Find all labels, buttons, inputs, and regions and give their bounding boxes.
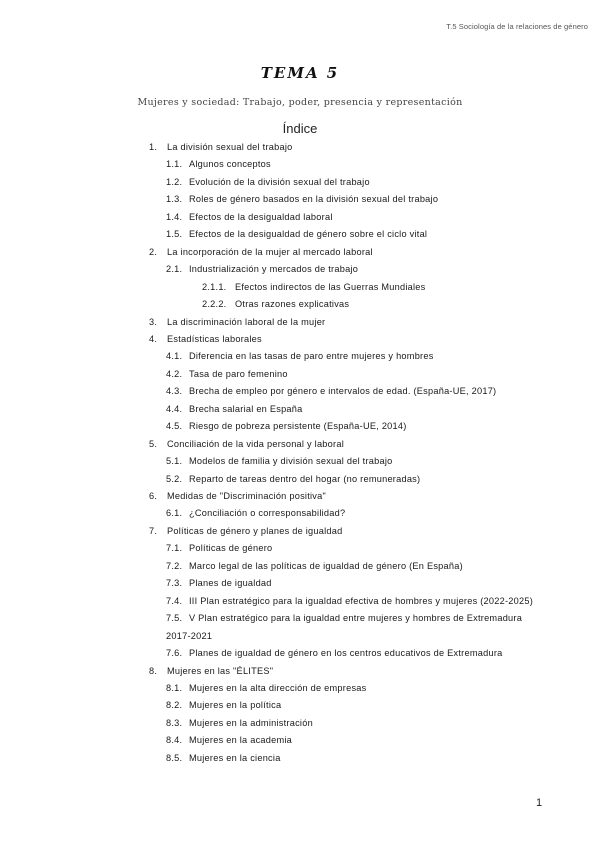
toc-entry	[166, 403, 303, 415]
toc-entry-text: Algunos conceptos	[189, 159, 271, 170]
toc-entry	[166, 507, 345, 519]
toc-entry-number: 2.	[149, 246, 158, 257]
toc-entry-text: Evolución de la división sexual del trabajo	[189, 176, 370, 187]
toc-entry-text: Marco legal de las políticas de igualdad de género (En España)	[189, 560, 463, 571]
toc-entry-text: V Plan estratégico para la igualdad entre mujeres y hombres de Extremadura	[189, 613, 523, 624]
toc-entry-number: 1.1.	[166, 159, 183, 170]
toc-entry	[166, 717, 313, 729]
toc-entry-number: 7.	[149, 525, 158, 536]
toc-entry-number: 2.1.	[166, 264, 183, 275]
toc-entry-number: 2.2.2.	[202, 299, 227, 310]
toc-entry-text: Medidas de "Discriminación positiva"	[167, 491, 327, 501]
toc-entry-number: 5.2.	[166, 473, 183, 484]
toc-entry-number: 1.	[149, 142, 158, 152]
toc-entry-text: Industrialización y mercados de trabajo	[189, 264, 359, 275]
toc-entry	[166, 560, 463, 572]
toc-entry	[166, 699, 281, 711]
index-heading: Índice	[282, 121, 318, 136]
toc-entry-number: 4.1.	[166, 351, 183, 362]
toc-entry-text: Mujeres en la academia	[189, 735, 293, 746]
toc-entry-text: La incorporación de la mujer al mercado laboral	[167, 246, 373, 257]
toc-entry-number: 8.	[149, 665, 158, 676]
page-subtitle: Mujeres y sociedad: Trabajo, poder, presencia y representación	[137, 97, 463, 108]
toc-entry	[149, 665, 273, 677]
toc-entry-number: 6.1.	[166, 508, 183, 519]
toc-entry-text: Mujeres en las "ÉLITES"	[167, 665, 274, 676]
toc-entry-number: 8.1.	[166, 682, 183, 693]
toc-entry-number: 4.4.	[166, 403, 183, 414]
toc-entry-text: ¿Conciliación o corresponsabilidad?	[189, 508, 346, 519]
page-number: 1	[536, 797, 543, 809]
toc-entry	[202, 281, 426, 293]
toc-entry	[166, 158, 271, 170]
toc-entry-text: La discriminación laboral de la mujer	[167, 316, 326, 327]
toc-entry	[166, 368, 288, 380]
toc-entry	[166, 473, 420, 485]
toc-entry-text: Efectos de la desigualdad de género sobre el ciclo vital	[189, 229, 428, 240]
toc-entry-number: 7.2.	[166, 560, 183, 571]
header-note: T.5 Sociología de la relaciones de género	[446, 22, 588, 31]
toc-entry	[166, 734, 292, 746]
toc-entry-text: La división sexual del trabajo	[167, 142, 293, 152]
toc-entry-text: Estadísticas laborales	[167, 333, 262, 344]
toc-entry-text: Mujeres en la administración	[189, 717, 313, 728]
toc-entry-text: Planes de igualdad	[189, 578, 272, 589]
toc-entry-number: 7.4.	[166, 595, 183, 606]
toc-entry-number: 4.3.	[166, 386, 183, 397]
toc-entry	[166, 630, 212, 642]
toc-entry	[166, 420, 407, 432]
toc-entry-number: 7.1.	[166, 543, 183, 554]
toc-entry-number: 6.	[149, 491, 158, 501]
toc-entry-text: Políticas de género	[189, 543, 273, 554]
toc-entry-text: Otras razones explicativas	[235, 299, 350, 310]
toc-entry	[166, 542, 272, 554]
toc-entry	[149, 333, 262, 345]
toc-entry	[166, 211, 333, 223]
toc-entry-text: Planes de igualdad de género en los centros educativos de Extremadura	[189, 648, 503, 659]
toc-entry-text: Políticas de género y planes de igualdad	[167, 525, 343, 536]
toc-entry-number: 1.3.	[166, 194, 183, 205]
toc-entry-number: 1.2.	[166, 176, 183, 187]
toc-entry-number: 5.	[149, 438, 158, 449]
toc-entry	[166, 577, 272, 589]
toc-entry	[166, 682, 367, 694]
toc-entry-text: Mujeres en la ciencia	[189, 752, 281, 763]
toc-entry	[149, 438, 344, 450]
toc-entry-text: Modelos de familia y división sexual del trabajo	[189, 456, 393, 467]
toc-entry-text: 2017-2021	[166, 630, 213, 641]
toc-entry-number: 8.3.	[166, 717, 183, 728]
toc-entry-text: Roles de género basados en la división sexual del trabajo	[189, 194, 439, 205]
toc-entry	[166, 612, 522, 624]
toc-entry-number: 3.	[149, 316, 158, 327]
toc-entry	[166, 228, 427, 240]
toc-entry	[166, 350, 434, 362]
toc-entry-text: Efectos indirectos de las Guerras Mundiales	[235, 281, 426, 292]
toc-entry-number: 1.4.	[166, 211, 183, 222]
toc-entry-number: 8.5.	[166, 752, 183, 763]
toc-entry-number: 7.3.	[166, 578, 183, 589]
toc-entry-number: 8.2.	[166, 700, 183, 711]
toc-entry-text: Conciliación de la vida personal y laboral	[167, 438, 344, 449]
toc-entry-number: 7.6.	[166, 648, 183, 659]
toc-entry-number: 2.1.1.	[202, 281, 227, 292]
toc-entry-text: Efectos de la desigualdad laboral	[189, 211, 333, 222]
toc-entry-text: Brecha de empleo por género e intervalos de edad. (España-UE, 2017)	[189, 386, 497, 397]
toc-entry	[166, 193, 438, 205]
toc-entry-number: 8.4.	[166, 735, 183, 746]
toc-entry-text: Diferencia en las tasas de paro entre mujeres y hombres	[189, 351, 434, 362]
page-title: TEMA 5	[260, 64, 340, 82]
toc-entry-text: Brecha salarial en España	[189, 403, 303, 414]
toc-entry	[149, 246, 373, 258]
toc-entry-text: III Plan estratégico para la igualdad efectiva de hombres y mujeres (2022-2025)	[189, 595, 534, 606]
toc-entry-text: Mujeres en la política	[189, 700, 282, 711]
toc-entry	[166, 752, 281, 764]
toc-entry-number: 1.5.	[166, 229, 183, 240]
toc-entry	[166, 647, 502, 659]
toc-entry	[166, 176, 370, 188]
toc-entry	[149, 141, 292, 153]
toc-entry-number: 4.2.	[166, 368, 183, 379]
toc-entry	[202, 298, 349, 310]
toc-entry	[166, 263, 358, 275]
toc-entry	[149, 525, 343, 537]
toc-entry-text: Mujeres en la alta dirección de empresas	[189, 682, 367, 693]
toc-entry-text: Riesgo de pobreza persistente (España-UE, 2014)	[189, 421, 407, 432]
toc-entry-text: Reparto de tareas dentro del hogar (no remuneradas)	[189, 473, 421, 484]
toc-entry	[166, 385, 496, 397]
toc-entry-number: 7.5.	[166, 613, 183, 624]
toc-entry	[166, 595, 533, 607]
toc-entry	[149, 490, 326, 502]
toc-entry-number: 4.	[149, 333, 158, 344]
toc-entry	[149, 316, 325, 328]
toc-entry-text: Tasa de paro femenino	[189, 368, 288, 379]
toc-entry-number: 4.5.	[166, 421, 183, 432]
toc-entry	[166, 455, 393, 467]
toc-entry-number: 5.1.	[166, 456, 183, 467]
